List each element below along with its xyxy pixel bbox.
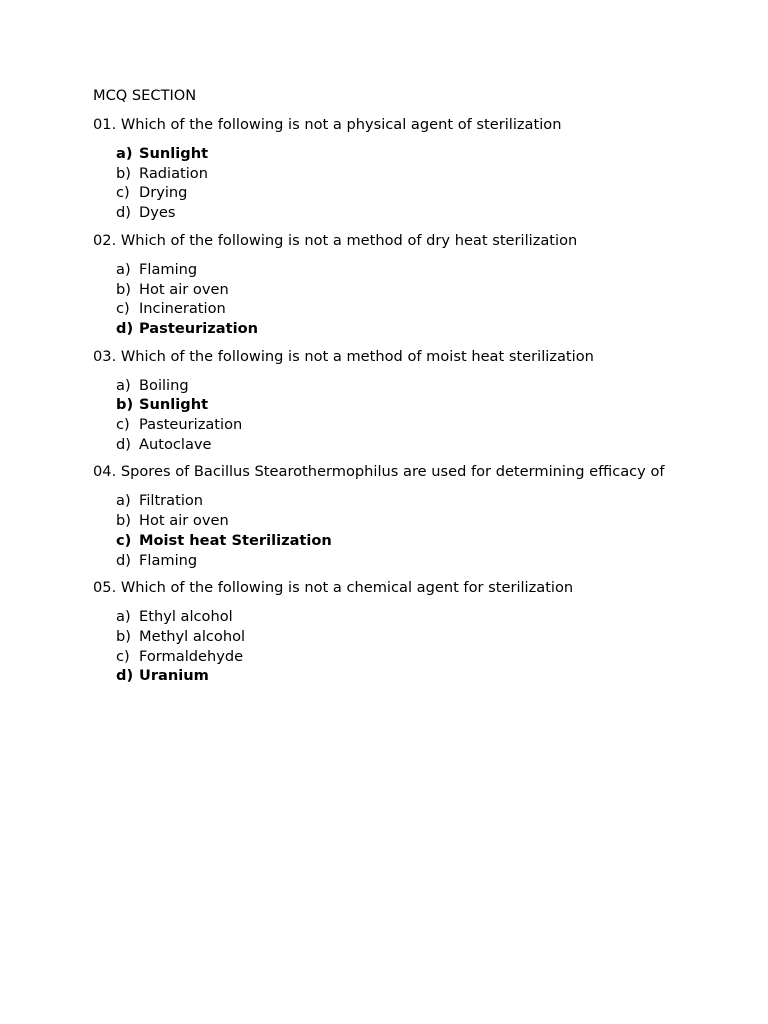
option-letter: c) xyxy=(116,300,130,318)
option-correct xyxy=(116,531,693,551)
question-text: 03. Which of the following is not a method of moist heat sterilization xyxy=(93,347,594,365)
option-list xyxy=(93,144,693,223)
option-text: Flaming xyxy=(139,551,198,569)
option-letter: b) xyxy=(116,164,131,182)
option-text: Moist heat Sterilization xyxy=(139,531,332,549)
option-letter: b) xyxy=(116,627,131,645)
option xyxy=(116,491,693,511)
question-3 xyxy=(93,347,693,455)
option-letter: d) xyxy=(116,204,131,222)
question-text: 04. Spores of Bacillus Stearothermophilus are used for determining efficacy of xyxy=(93,463,665,481)
question-1 xyxy=(93,115,693,223)
option-letter: d) xyxy=(116,667,134,685)
option xyxy=(116,647,693,667)
option-text: Ethyl alcohol xyxy=(139,608,233,626)
option-text: Boiling xyxy=(139,376,189,394)
question-list xyxy=(93,115,693,686)
option-text: Autoclave xyxy=(139,435,212,453)
option-letter: c) xyxy=(116,647,130,665)
option-letter: c) xyxy=(116,184,130,202)
option-text: Radiation xyxy=(139,164,208,182)
option-text: Uranium xyxy=(139,667,209,685)
option xyxy=(116,164,693,184)
option-correct xyxy=(116,144,693,164)
document-page xyxy=(93,86,693,694)
option xyxy=(116,415,693,435)
option xyxy=(116,260,693,280)
option-letter: d) xyxy=(116,551,131,569)
question-4 xyxy=(93,462,693,570)
option-letter: a) xyxy=(116,376,131,394)
option-text: Sunlight xyxy=(139,145,209,162)
option xyxy=(116,299,693,319)
option-letter: a) xyxy=(116,492,131,510)
option-text: Formaldehyde xyxy=(139,647,244,665)
option-correct xyxy=(116,666,693,686)
option-text: Methyl alcohol xyxy=(139,627,246,645)
option-text: Hot air oven xyxy=(139,512,229,530)
option-text: Incineration xyxy=(139,300,226,318)
option-letter: c) xyxy=(116,531,132,549)
question-2 xyxy=(93,231,693,339)
option-text: Hot air oven xyxy=(139,280,229,298)
option-letter: a) xyxy=(116,608,131,626)
option-list xyxy=(93,260,693,339)
option-letter: b) xyxy=(116,280,131,298)
option-text: Pasteurization xyxy=(139,319,259,337)
option-list xyxy=(93,376,693,455)
option xyxy=(116,376,693,396)
question-5 xyxy=(93,578,693,686)
option-text: Sunlight xyxy=(139,396,209,414)
question-text: 02. Which of the following is not a method of dry heat sterilization xyxy=(93,231,578,249)
option-list xyxy=(93,607,693,686)
option-letter: d) xyxy=(116,319,134,337)
option xyxy=(116,183,693,203)
option-correct xyxy=(116,395,693,415)
option-text: Pasteurization xyxy=(139,416,243,434)
option xyxy=(116,280,693,300)
option-text: Flaming xyxy=(139,260,198,278)
option-letter: c) xyxy=(116,416,130,434)
option xyxy=(116,511,693,531)
option-text: Filtration xyxy=(139,492,204,510)
question-text: 01. Which of the following is not a physical agent of sterilization xyxy=(93,116,562,133)
option xyxy=(116,203,693,223)
option-list xyxy=(93,491,693,570)
option xyxy=(116,435,693,455)
option-letter: d) xyxy=(116,435,131,453)
option-letter: b) xyxy=(116,512,131,530)
question-text: 05. Which of the following is not a chemical agent for sterilization xyxy=(93,579,574,597)
section-title: MCQ SECTION xyxy=(93,87,197,104)
option xyxy=(116,607,693,627)
option xyxy=(116,627,693,647)
option-letter: b) xyxy=(116,396,134,414)
option-letter: a) xyxy=(116,145,133,162)
option-text: Dyes xyxy=(139,204,176,222)
option-text: Drying xyxy=(139,184,188,202)
option-letter: a) xyxy=(116,260,131,278)
option xyxy=(116,551,693,571)
option-correct xyxy=(116,319,693,339)
